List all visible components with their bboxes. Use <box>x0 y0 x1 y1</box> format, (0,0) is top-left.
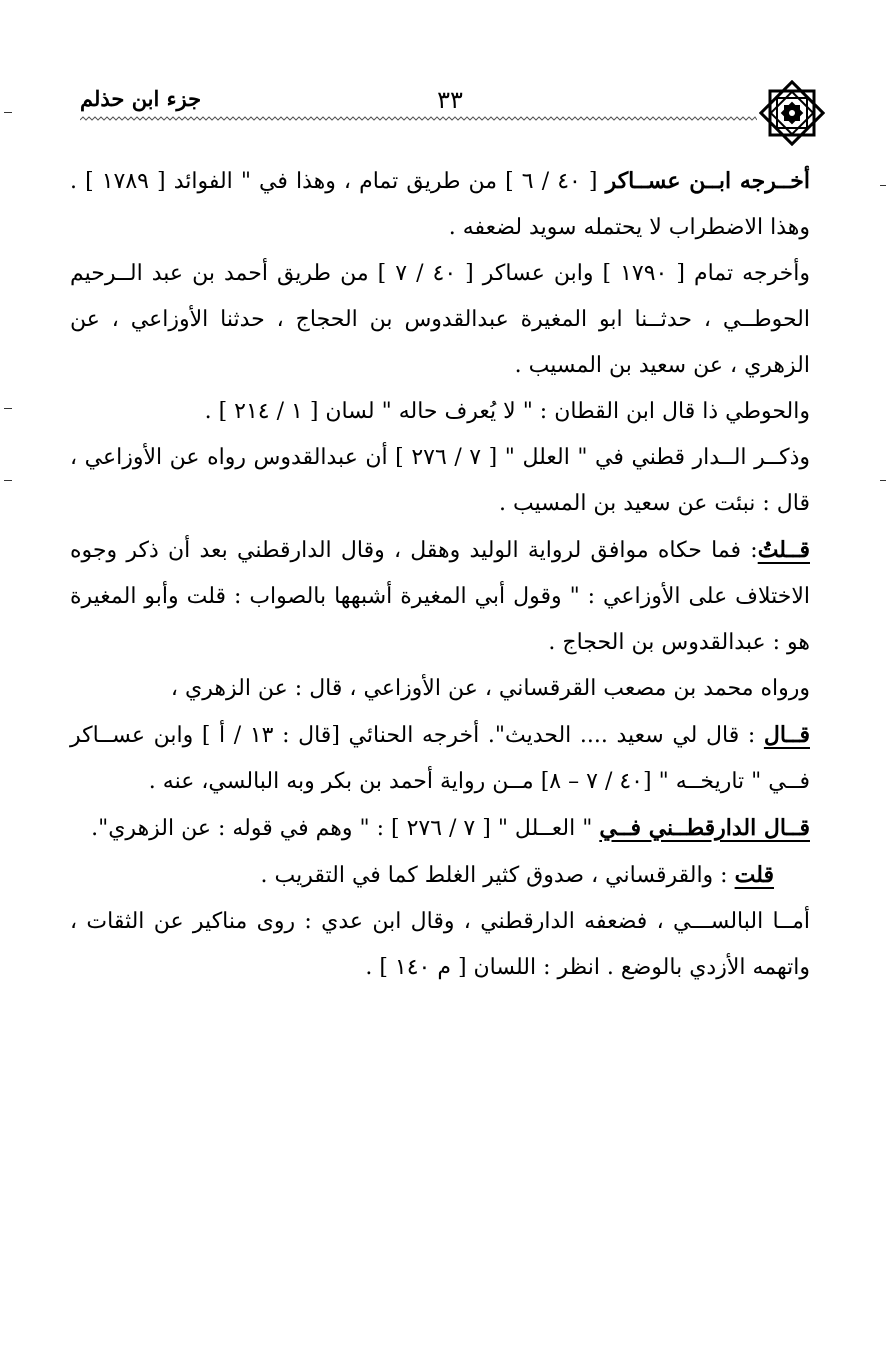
paragraph-6: ورواه محمد بن مصعب القرقساني ، عن الأوزاعي ، قال : عن الزهري ، <box>170 676 810 701</box>
paragraph-2: وأخرجه تمام [ ١٧٩٠ ] وابن عساكر [ ٤٠ / ٧ ] من طريق أحمد بن عبد الــرحيم الحوطــي ، حدثــنا ابو المغيرة عبدالقدوس بن الحجاج ، حدثنا الأوزاعي ، عن الزهري ، عن سعيد بن المسيب . <box>70 261 811 378</box>
paragraph-9 <box>70 852 810 899</box>
scan-margin-mark <box>880 480 886 481</box>
running-book-title: جزء ابن حذلم <box>80 86 202 111</box>
paragraph-7-text: : قال لي سعيد .... الحديث". أخرجه الحنائي [قال : ١٣ / أ ] وابن عســاكر فــي " تاريخــه " [٤٠ / ٧ – ٨] مــن رواية أحمد بن بكر وبه البالسي، عنه . <box>70 723 810 794</box>
paragraph-4: وذكــر الــدار قطني في " العلل " [ ٧ / ٢٧٦ ] أن عبدالقدوس رواه عن الأوزاعي ، قال : نبئت عن سعيد بن المسيب . <box>70 445 811 516</box>
paragraph-7 <box>70 712 810 805</box>
scan-margin-mark <box>4 408 12 409</box>
paragraph-1-text: [ ٤٠ / ٦ ] من طريق تمام ، وهذا في " الفوائد [ ١٧٨٩ ] . وهذا الاضطراب لا يحتمله سويد لضعفه . <box>70 169 810 240</box>
octagonal-star-ornament-icon <box>759 80 825 146</box>
paragraph-9-text: : والقرقساني ، صدوق كثير الغلط كما في التقريب . <box>260 863 735 888</box>
scan-margin-mark <box>4 480 12 481</box>
paragraph-5-text: : فما حكاه موافق لرواية الوليد وهقل ، وقال الدارقطني بعد أن ذكر وجوه الاختلاف على الأوزاعي : " وقول أبي المغيرة أشبهها بالصواب : قلت وأبو المغيرة هو : عبدالقدوس بن الحجاج . <box>70 538 810 655</box>
scan-margin-mark <box>880 185 886 186</box>
paragraph-10: أمــا البالســـي ، فضعفه الدارقطني ، وقال ابن عدي : روى مناكير عن الثقات ، واتهمه الأزدي بالوضع . انظر : اللسان [ م ١٤٠ ] . <box>70 909 810 980</box>
paragraph-5-lead: قــلتُ <box>757 537 810 563</box>
paragraph-3: والحوطي ذا قال ابن القطان : " لا يُعرف حاله " لسان [ ١ / ٢١٤ ] . <box>204 399 810 424</box>
scan-margin-mark <box>4 112 12 113</box>
paragraph-8-lead: قــال الدارقطــني فــي <box>599 815 810 841</box>
page-header <box>80 78 825 150</box>
page-number: ٣٣ <box>437 86 463 114</box>
paragraph-5 <box>70 527 810 666</box>
paragraph-1-lead: أخــرجه ابــن عســاكر <box>605 168 811 194</box>
paragraph-7-lead: قــال <box>763 722 810 748</box>
paragraph-1 <box>70 158 810 251</box>
header-rule <box>80 116 757 122</box>
page-body <box>70 158 810 991</box>
paragraph-9-lead: قلت <box>734 862 774 888</box>
paragraph-8-text: " العــلل " [ ٧ / ٢٧٦ ] : " وهم في قوله : عن الزهري". <box>91 816 600 841</box>
paragraph-8 <box>70 805 810 852</box>
